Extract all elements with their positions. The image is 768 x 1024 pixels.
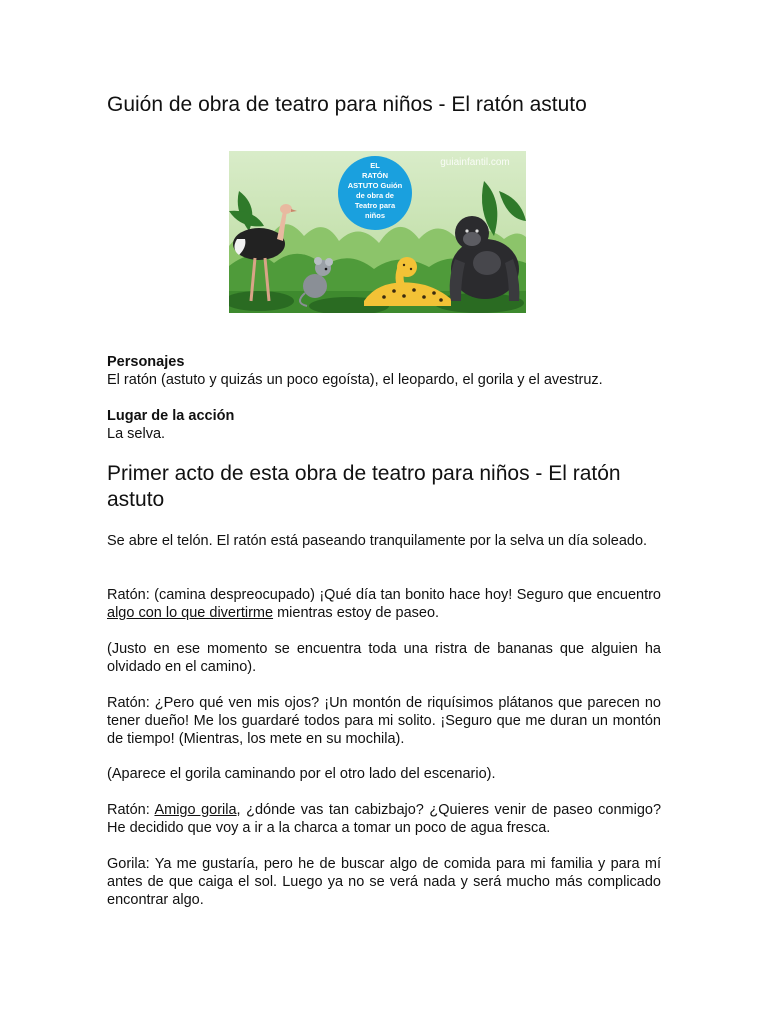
story-illustration bbox=[229, 151, 526, 313]
paragraph: Gorila: Ya me gustaría, pero he de buscar algo de comida para mi familia y para mí antes de que caiga el sol. Luego ya no se verá nada y será mucho más complicado encontrar algo. bbox=[107, 856, 661, 908]
document-title: Guión de obra de teatro para niños - El ratón astuto bbox=[107, 93, 587, 116]
paragraph: (Justo en ese momento se encuentra toda una ristra de bananas que alguien ha olvidado en el camino). bbox=[107, 641, 661, 675]
paragraph bbox=[107, 586, 661, 622]
jungle-scene-image bbox=[229, 151, 526, 313]
gorilla-link[interactable]: Amigo gorila bbox=[154, 802, 237, 818]
characters-text: El ratón (astuto y quizás un poco egoísta), el leopardo, el gorila y el avestruz. bbox=[107, 372, 603, 388]
badge-line: RATÓN bbox=[361, 171, 389, 180]
paragraph-text: Ratón: (camina despreocupado) ¡Qué día tan bonito hace hoy! Seguro que encuentro bbox=[107, 587, 661, 603]
badge-line: de obra de bbox=[356, 191, 394, 200]
paragraph-text: , ¿dónde vas tan cabizbajo? ¿Quieres venir de paseo conmigo? He decidido que voy a ir a la charca a tomar un poco de agua fresca. bbox=[107, 802, 662, 836]
paragraph: (Aparece el gorila caminando por el otro lado del escenario). bbox=[107, 766, 496, 782]
badge-line: niños bbox=[365, 211, 385, 220]
place-section bbox=[107, 407, 661, 443]
paragraph: Se abre el telón. El ratón está paseando tranquilamente por la selva un día soleado. bbox=[107, 533, 648, 549]
fun-link[interactable]: algo con lo que divertirme bbox=[107, 605, 274, 621]
badge-line: EL bbox=[370, 161, 380, 170]
characters-heading: Personajes bbox=[107, 354, 185, 370]
paragraph bbox=[107, 801, 661, 837]
paragraph-text: Ratón: bbox=[107, 802, 155, 818]
badge-line: ASTUTO Guión bbox=[347, 181, 403, 190]
place-heading: Lugar de la acción bbox=[107, 408, 235, 424]
badge-line: Teatro para bbox=[354, 201, 396, 210]
watermark-text: guiainfantil.com bbox=[440, 157, 510, 168]
paragraph-text: mientras estoy de paseo. bbox=[273, 605, 440, 621]
place-text: La selva. bbox=[107, 426, 166, 442]
act-one-heading: Primer acto de esta obra de teatro para niños - El ratón astuto bbox=[107, 462, 621, 511]
characters-section bbox=[107, 353, 661, 389]
paragraph: Ratón: ¿Pero qué ven mis ojos? ¡Un montón de riquísimos plátanos que parecen no tener dueño! Me los guardaré todos para mi solito. ¡Seguro que me duran un montón de tiempo! (Mientras, los mete en su mochila). bbox=[107, 695, 661, 747]
